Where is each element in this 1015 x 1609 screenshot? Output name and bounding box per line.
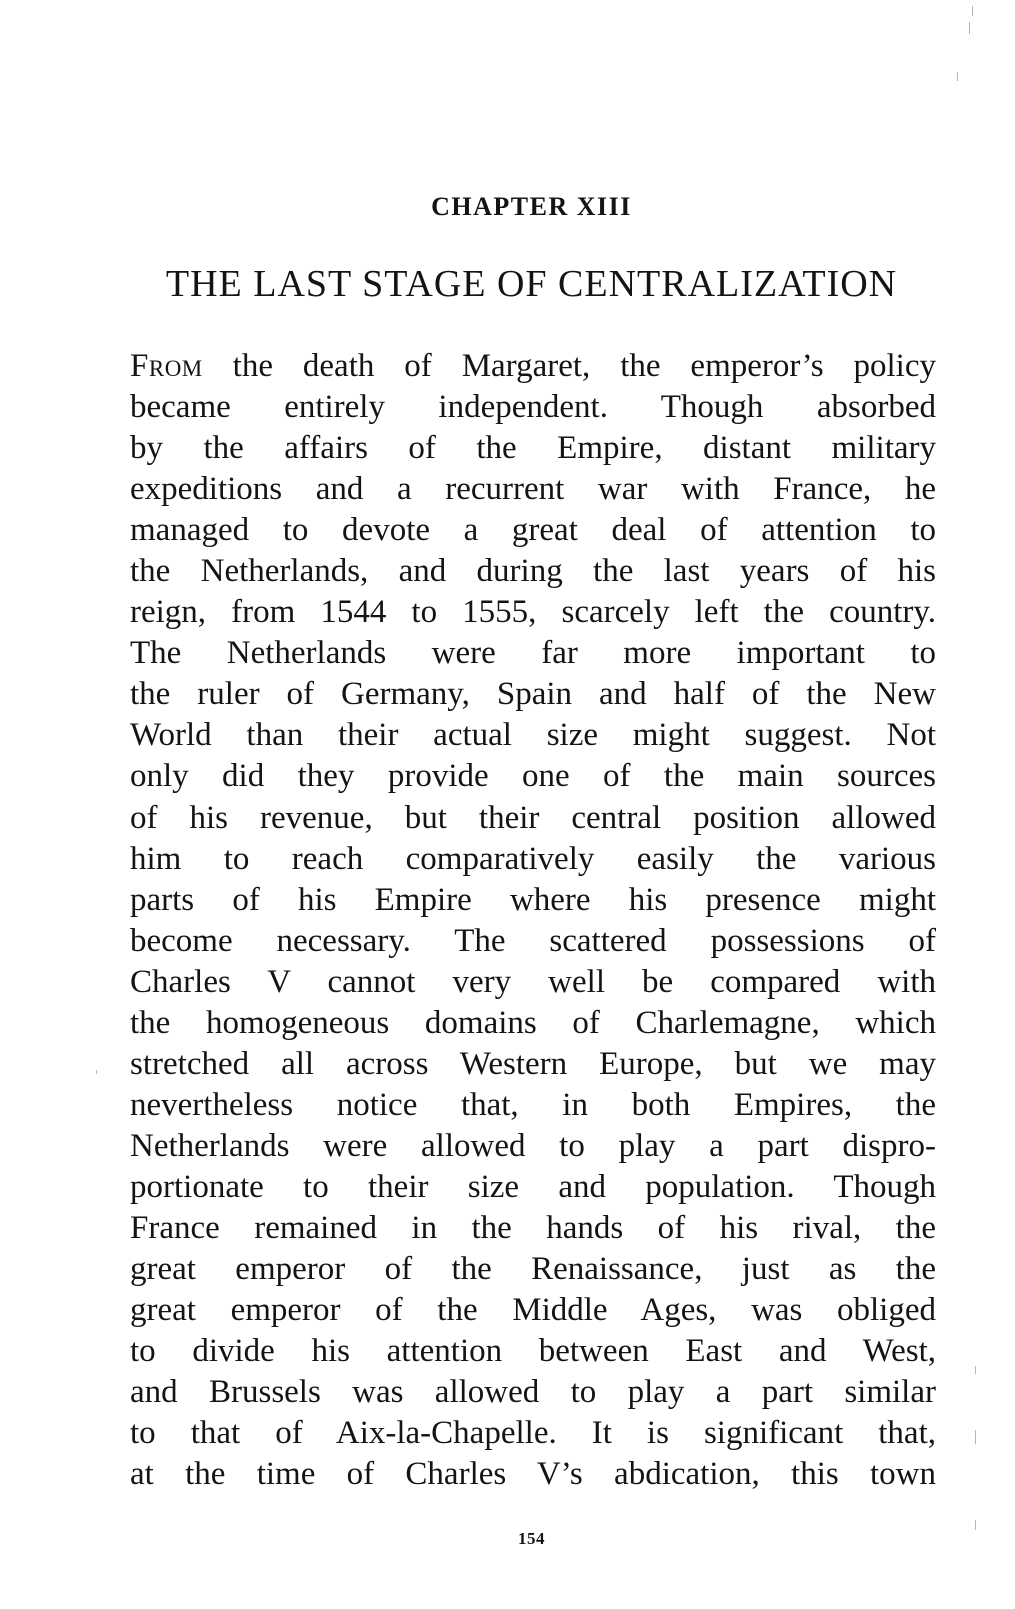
text-line: of his revenue, but their central position allowed [130, 799, 936, 836]
text-line: expeditions and a recurrent war with France, he [130, 471, 936, 508]
text-line: World than their actual size might suggest. Not [130, 717, 936, 754]
text-line: by the affairs of the Empire, distant military [130, 430, 936, 467]
page-number: 154 [518, 1529, 545, 1548]
scan-speck [969, 22, 970, 34]
text-line: The Netherlands were far more important to [130, 635, 936, 672]
text-line: the ruler of Germany, Spain and half of the New [130, 676, 936, 713]
text-line: become necessary. The scattered possessions of [130, 922, 936, 959]
text-line: Netherlands were allowed to play a part dispro- [130, 1127, 936, 1164]
text-line: Charles V cannot very well be compared with [130, 963, 936, 1000]
text-line: parts of his Empire where his presence might [130, 881, 936, 918]
lead-word: From [130, 348, 203, 384]
text-line: at the time of Charles V’s abdication, this town [130, 1456, 936, 1493]
text-line-rest: the death of Margaret, the emperor’s policy [202, 348, 936, 384]
text-line: great emperor of the Middle Ages, was obliged [130, 1292, 936, 1329]
text-line: stretched all across Western Europe, but we may [130, 1045, 936, 1082]
scan-speck [975, 1366, 976, 1374]
text-line: to divide his attention between East and West, [130, 1333, 936, 1370]
text-line: him to reach comparatively easily the various [130, 840, 936, 877]
scan-speck [96, 1070, 97, 1074]
text-line: great emperor of the Renaissance, just as the [130, 1251, 936, 1288]
body-text [130, 346, 936, 1495]
scan-speck [972, 6, 973, 16]
text-line [130, 346, 936, 387]
text-line: and Brussels was allowed to play a part similar [130, 1374, 936, 1411]
scan-speck [975, 1430, 976, 1444]
scan-speck [957, 72, 958, 81]
chapter-label: CHAPTER XIII [431, 192, 632, 221]
text-line: the Netherlands, and during the last years of his [130, 553, 936, 590]
text-line: France remained in the hands of his rival, the [130, 1209, 936, 1246]
text-line: to that of Aix-la-Chapelle. It is significant that, [130, 1415, 936, 1452]
chapter-title: THE LAST STAGE OF CENTRALIZATION [165, 263, 898, 305]
text-line: reign, from 1544 to 1555, scarcely left the country. [130, 594, 936, 631]
text-line: only did they provide one of the main sources [130, 758, 936, 795]
text-line: managed to devote a great deal of attention to [130, 512, 936, 549]
text-line: became entirely independent. Though absorbed [130, 389, 936, 426]
text-line: the homogeneous domains of Charlemagne, which [130, 1004, 936, 1041]
text-line: nevertheless notice that, in both Empires, the [130, 1086, 936, 1123]
text-line: portionate to their size and population. Though [130, 1168, 936, 1205]
